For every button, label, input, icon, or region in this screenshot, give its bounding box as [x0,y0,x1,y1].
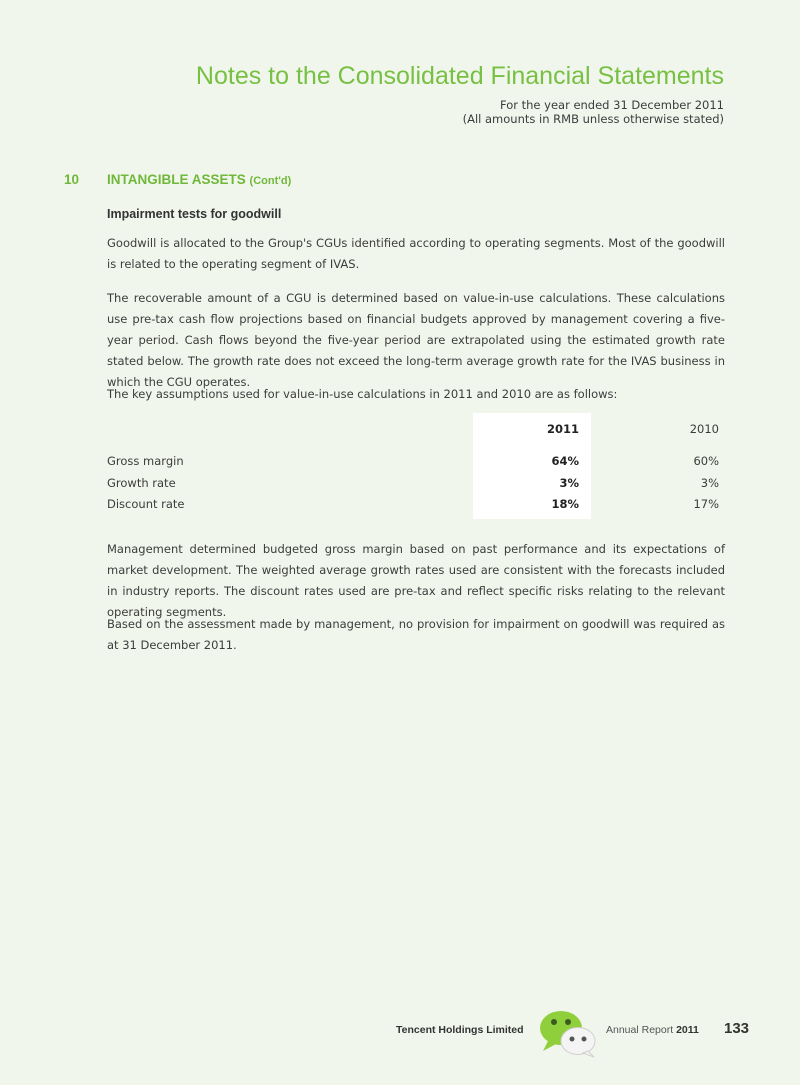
table-row-label: Discount rate [107,497,185,511]
section-heading [64,172,291,187]
section-number: 10 [64,172,80,187]
table-cell-2011: 3% [559,476,579,490]
paragraph-recoverable-amount: The recoverable amount of a CGU is determined based on value-in-use calculations. These calculations use pre-tax cash flow projections based on financial budgets approved by management covering a five-year period. Cash flows beyond the five-year period are extrapolated using the estimated growth rate stated below. The growth rate does not exceed the long-term average growth rate for the IVAS business in which the CGU operates. [107,291,725,389]
table-cell-2011: 18% [551,497,579,511]
table-cell-2011: 64% [551,454,579,468]
table-row [107,476,719,496]
section-continued: (Cont'd) [249,175,292,187]
table-row [107,497,719,517]
table-row [107,454,719,474]
wechat-logo-icon [536,1008,600,1058]
table-cell-2010: 17% [693,497,719,511]
paragraph-management-assumptions: Management determined budgeted gross margin based on past performance and its expectations of market development. The weighted average growth rates used are consistent with the forecasts included in industry reports. The discount rates used are pre-tax and reflect specific risks relating to the relevant operating segments. [107,542,725,619]
table-header-2010: 2010 [689,422,719,436]
table-cell-2010: 60% [693,454,719,468]
page-number: 133 [724,1020,750,1037]
page-subtitle [463,98,724,126]
table-header-row [107,422,719,442]
footer-report-year: 2011 [676,1024,699,1036]
table-row-label: Gross margin [107,454,184,468]
paragraph-impairment-conclusion: Based on the assessment made by management, no provision for impairment on goodwill was required as at 31 December 2011. [107,617,725,652]
section-title: INTANGIBLE ASSETS [107,172,246,187]
table-row-label: Growth rate [107,476,176,490]
footer-report-label [606,1024,699,1036]
paragraph-goodwill-allocation: Goodwill is allocated to the Group's CGUs identified according to operating segments. Most of the goodwill is related to the operating segment of IVAS. [107,236,725,271]
subtitle-currency-note: (All amounts in RMB unless otherwise stated) [462,112,724,126]
footer-report-text: Annual Report [606,1024,674,1036]
paragraph-key-assumptions: The key assumptions used for value-in-use calculations in 2011 and 2010 are as follows: [107,387,618,401]
subheading: Impairment tests for goodwill [107,207,282,221]
footer-company-name: Tencent Holdings Limited [396,1024,524,1036]
table-header-2011: 2011 [546,422,579,436]
table-cell-2010: 3% [700,476,719,490]
subtitle-period: For the year ended 31 December 2011 [499,98,724,112]
page-title: Notes to the Consolidated Financial Statements [195,62,724,90]
